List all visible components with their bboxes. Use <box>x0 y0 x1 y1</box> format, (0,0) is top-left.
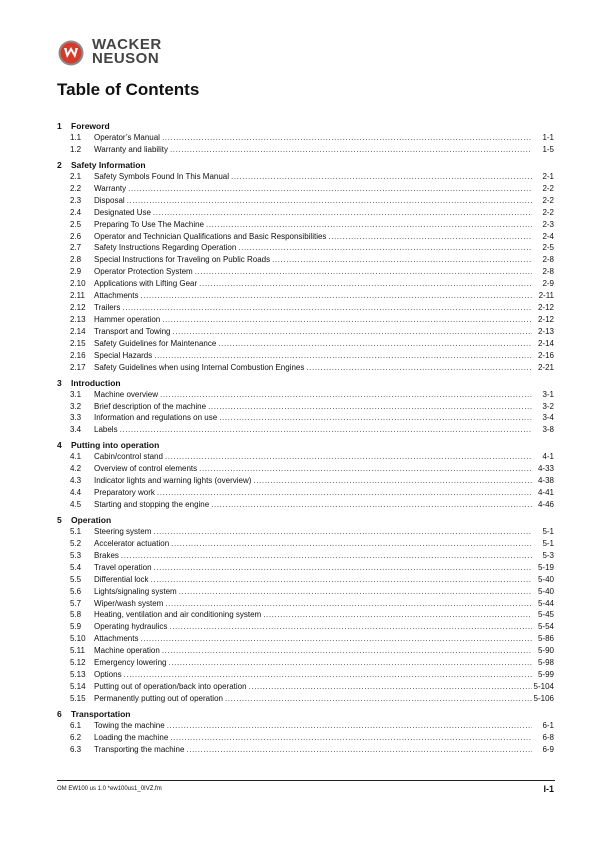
toc-entry[interactable] <box>57 550 554 562</box>
toc-entry[interactable] <box>57 401 554 413</box>
section-title: Safety Information <box>71 160 146 170</box>
entry-number: 2.7 <box>70 243 82 253</box>
entry-number: 4.5 <box>70 500 82 510</box>
dot-leader <box>154 350 532 362</box>
entry-page: 5-54 <box>537 622 554 632</box>
dot-leader <box>186 744 532 756</box>
toc-entry[interactable] <box>57 326 554 338</box>
dot-leader <box>167 720 532 732</box>
toc-section <box>57 159 554 373</box>
toc-entry[interactable] <box>57 314 554 326</box>
dot-leader <box>127 195 532 207</box>
entry-number: 5.4 <box>70 562 82 572</box>
entry-title: Brief description of the machine <box>94 401 207 411</box>
toc-entry[interactable] <box>57 231 554 243</box>
entry-title: Transport and Towing <box>94 326 171 336</box>
entry-title: Travel operation <box>94 562 152 572</box>
toc-entry[interactable] <box>57 338 554 350</box>
section-title: Introduction <box>71 377 121 388</box>
dot-leader <box>170 732 532 744</box>
dot-leader <box>151 574 532 586</box>
entry-page: 4-38 <box>537 476 554 486</box>
dot-leader <box>218 338 532 350</box>
brand-line1: WACKER <box>92 36 162 53</box>
entry-number: 6.2 <box>70 732 82 742</box>
entry-title: Cabin/control stand <box>94 452 163 462</box>
entry-page: 5-1 <box>542 539 554 549</box>
entry-page: 5-86 <box>537 634 554 644</box>
entry-number: 2.13 <box>70 314 86 324</box>
dot-leader <box>272 254 532 266</box>
dot-leader <box>219 412 532 424</box>
entry-title: Preparing To Use The Machine <box>94 219 204 229</box>
entry-title: Attachments <box>94 634 139 644</box>
entry-title: Special Hazards <box>94 350 153 360</box>
entry-page: 1-1 <box>542 133 554 142</box>
dot-leader <box>263 609 532 621</box>
entry-page: 4-33 <box>537 464 554 474</box>
footer-file-reference: OM EW100 us 1.0 *ew100us1_0IVZ.fm <box>57 786 162 792</box>
toc-entry[interactable] <box>57 574 554 586</box>
entry-title: Safety Guidelines when using Internal Combustion Engines <box>94 362 305 372</box>
entry-page: 3-1 <box>542 389 554 399</box>
dot-leader <box>162 314 532 326</box>
dot-leader <box>206 219 532 231</box>
toc-entry[interactable] <box>57 487 554 499</box>
dot-leader <box>168 657 532 669</box>
entry-page: 5-99 <box>537 670 554 679</box>
dot-leader <box>153 207 532 219</box>
toc-entry[interactable] <box>57 290 554 302</box>
entry-title: Options <box>94 670 122 679</box>
toc-entry[interactable] <box>57 732 554 744</box>
toc-entry[interactable] <box>57 183 554 195</box>
footer-divider <box>57 780 555 781</box>
entry-page: 5-90 <box>537 646 554 656</box>
dot-leader <box>199 278 532 290</box>
dot-leader <box>199 463 532 475</box>
entry-page: 5-45 <box>537 610 554 620</box>
toc-entry[interactable] <box>57 195 554 207</box>
toc-entry[interactable] <box>57 499 554 511</box>
entry-page: 5-104 <box>533 681 554 691</box>
dot-leader <box>328 231 532 243</box>
dot-leader <box>173 326 533 338</box>
dot-leader <box>231 171 532 183</box>
entry-number: 2.2 <box>70 183 82 193</box>
entry-title: Hammer operation <box>94 314 161 324</box>
toc-entry[interactable] <box>57 424 554 436</box>
toc-entry[interactable] <box>57 171 554 183</box>
entry-number: 6.3 <box>70 744 82 754</box>
entry-number: 2.16 <box>70 350 86 360</box>
toc-entry[interactable] <box>57 463 554 475</box>
entry-page: 3-8 <box>542 425 554 435</box>
entry-title: Loading the machine <box>94 732 169 742</box>
entry-page: 5-19 <box>537 562 554 572</box>
dot-leader <box>249 681 532 693</box>
entry-title: Accelerator actuation <box>94 539 170 549</box>
entry-page: 2-21 <box>537 362 554 372</box>
toc-section <box>57 120 554 156</box>
toc-entry[interactable] <box>57 693 554 705</box>
entry-number: 2.9 <box>70 267 82 277</box>
entry-number: 5.15 <box>70 693 86 703</box>
entry-number: 2.5 <box>70 219 82 229</box>
entry-number: 3.2 <box>70 401 82 411</box>
toc-entry[interactable] <box>57 389 554 401</box>
entry-title: Safety Instructions Regarding Operation <box>94 243 237 253</box>
dot-leader <box>162 132 532 144</box>
section-number: 2 <box>57 160 62 170</box>
toc-section <box>57 514 554 705</box>
entry-title: Machine operation <box>94 646 160 656</box>
entry-page: 5-106 <box>533 693 554 703</box>
toc-entry[interactable] <box>57 132 554 144</box>
dot-leader <box>140 290 532 302</box>
entry-number: 2.12 <box>70 302 86 312</box>
entry-number: 5.3 <box>70 550 82 560</box>
toc-entry[interactable] <box>57 669 554 681</box>
entry-page: 4-1 <box>542 452 554 462</box>
entry-page: 2-8 <box>542 267 554 277</box>
toc-entry[interactable] <box>57 350 554 362</box>
toc-section-heading[interactable] <box>57 708 554 720</box>
entry-number: 4.1 <box>70 452 82 462</box>
toc-entry[interactable] <box>57 645 554 657</box>
page-title: Table of Contents <box>57 80 200 99</box>
toc-section-heading[interactable] <box>57 120 554 132</box>
entry-page: 3-4 <box>542 413 554 423</box>
entry-number: 3.3 <box>70 413 82 423</box>
entry-page: 2-11 <box>538 291 554 301</box>
dot-leader <box>124 669 532 681</box>
entry-number: 2.4 <box>70 207 82 217</box>
entry-number: 2.15 <box>70 338 86 348</box>
dot-leader <box>179 586 532 598</box>
entry-page: 2-12 <box>537 314 554 324</box>
dot-leader <box>154 562 532 574</box>
entry-page: 5-40 <box>537 586 554 596</box>
entry-title: Putting out of operation/back into operation <box>94 681 247 691</box>
toc-section <box>57 708 554 756</box>
dot-leader <box>165 598 532 610</box>
entry-number: 5.8 <box>70 610 82 620</box>
toc-entry[interactable] <box>57 744 554 756</box>
entry-title: Emergency lowering <box>94 658 167 668</box>
brand-wordmark <box>92 38 162 66</box>
entry-page: 5-3 <box>542 550 554 560</box>
entry-number: 3.4 <box>70 425 82 435</box>
toc-entry[interactable] <box>57 657 554 669</box>
toc-entry[interactable] <box>57 266 554 278</box>
entry-title: Applications with Lifting Gear <box>94 279 198 289</box>
toc-section-heading[interactable] <box>57 514 554 526</box>
toc-section <box>57 439 554 511</box>
entry-title: Safety Guidelines for Maintenance <box>94 338 217 348</box>
entry-title: Brakes <box>94 550 119 560</box>
entry-number: 2.11 <box>70 291 85 301</box>
entry-title: Lights/signaling system <box>94 586 177 596</box>
entry-number: 2.10 <box>70 279 86 289</box>
toc-section <box>57 377 554 437</box>
entry-title: Differential lock <box>94 574 149 584</box>
entry-page: 2-16 <box>537 350 554 360</box>
entry-title: Towing the machine <box>94 720 165 730</box>
entry-number: 2.6 <box>70 231 82 241</box>
entry-page: 6-8 <box>542 732 554 742</box>
toc-entry[interactable] <box>57 562 554 574</box>
dot-leader <box>160 389 532 401</box>
entry-title: Labels <box>94 425 118 435</box>
entry-number: 2.1 <box>70 172 82 181</box>
footer-page-number: I-1 <box>543 784 554 794</box>
entry-title: Operating hydraulics <box>94 622 168 632</box>
dot-leader <box>171 538 532 550</box>
brand-logo <box>58 38 198 68</box>
toc-entry[interactable] <box>57 207 554 219</box>
entry-page: 2-1 <box>542 172 554 181</box>
entry-page: 2-4 <box>542 231 554 241</box>
entry-number: 5.11 <box>70 646 85 656</box>
entry-number: 5.10 <box>70 634 86 644</box>
entry-title: Indicator lights and warning lights (overview) <box>94 476 252 486</box>
dot-leader <box>238 242 532 254</box>
dot-leader <box>211 499 532 511</box>
dot-leader <box>162 645 532 657</box>
dot-leader <box>253 475 532 487</box>
entry-page: 4-41 <box>537 488 554 498</box>
entry-page: 5-44 <box>537 598 554 608</box>
entry-title: Overview of control elements <box>94 464 198 474</box>
wacker-neuson-logo-icon <box>58 40 84 66</box>
entry-title: Preparatory work <box>94 488 155 498</box>
section-title: Foreword <box>71 121 110 131</box>
toc-entry[interactable] <box>57 242 554 254</box>
entry-title: Attachments <box>94 291 139 301</box>
dot-leader <box>165 451 532 463</box>
toc-entry[interactable] <box>57 451 554 463</box>
entry-number: 5.2 <box>70 539 82 549</box>
entry-page: 1-5 <box>542 144 554 154</box>
entry-number: 4.4 <box>70 488 82 498</box>
toc-section-heading[interactable] <box>57 377 554 389</box>
entry-page: 6-1 <box>542 720 554 730</box>
entry-number: 2.8 <box>70 255 82 265</box>
dot-leader <box>225 693 532 705</box>
table-of-contents <box>57 120 554 759</box>
toc-entry[interactable] <box>57 278 554 290</box>
dot-leader <box>306 362 532 374</box>
dot-leader <box>208 401 532 413</box>
entry-page: 5-1 <box>542 527 554 537</box>
entry-title: Operator’s Manual <box>94 133 160 142</box>
entry-number: 1.2 <box>70 144 82 154</box>
entry-title: Safety Symbols Found In This Manual <box>94 172 230 181</box>
entry-title: Warranty and liability <box>94 144 168 154</box>
dot-leader <box>170 144 532 156</box>
entry-number: 4.2 <box>70 464 82 474</box>
dot-leader <box>195 266 532 278</box>
section-number: 1 <box>57 121 62 131</box>
entry-title: Starting and stopping the engine <box>94 500 210 510</box>
entry-number: 2.3 <box>70 195 82 205</box>
dot-leader <box>122 302 532 314</box>
dot-leader <box>140 633 532 645</box>
toc-entry[interactable] <box>57 254 554 266</box>
entry-number: 5.5 <box>70 574 82 584</box>
entry-title: Steering system <box>94 527 152 537</box>
toc-entry[interactable] <box>57 609 554 621</box>
toc-entry[interactable] <box>57 412 554 424</box>
entry-page: 2-13 <box>537 326 554 336</box>
toc-entry[interactable] <box>57 681 554 693</box>
entry-title: Permanently putting out of operation <box>94 693 223 703</box>
entry-page: 2-12 <box>537 302 554 312</box>
entry-page: 5-40 <box>537 574 554 584</box>
entry-number: 2.14 <box>70 326 86 336</box>
entry-title: Wiper/wash system <box>94 598 164 608</box>
entry-title: Warranty <box>94 183 127 193</box>
toc-entry[interactable] <box>57 621 554 633</box>
toc-entry[interactable] <box>57 302 554 314</box>
entry-page: 2-3 <box>542 219 554 229</box>
section-number: 3 <box>57 377 62 388</box>
entry-title: Heating, ventilation and air conditioning system <box>94 610 262 620</box>
toc-entry[interactable] <box>57 586 554 598</box>
entry-number: 3.1 <box>70 389 82 399</box>
entry-page: 2-9 <box>542 279 554 289</box>
entry-title: Machine overview <box>94 389 159 399</box>
entry-page: 2-2 <box>542 207 554 217</box>
dot-leader <box>121 550 532 562</box>
entry-page: 6-9 <box>542 744 554 754</box>
entry-title: Disposal <box>94 195 125 205</box>
toc-entry[interactable] <box>57 475 554 487</box>
entry-title: Information and regulations on use <box>94 413 218 423</box>
entry-page: 2-2 <box>542 183 554 193</box>
entry-number: 2.17 <box>70 362 86 372</box>
entry-title: Designated Use <box>94 207 151 217</box>
toc-section-heading[interactable] <box>57 159 554 171</box>
entry-title: Transporting the machine <box>94 744 185 754</box>
entry-number: 5.12 <box>70 658 86 668</box>
entry-number: 5.14 <box>70 681 86 691</box>
toc-section-heading[interactable] <box>57 439 554 451</box>
entry-page: 2-5 <box>542 243 554 253</box>
dot-leader <box>169 621 532 633</box>
section-title: Operation <box>71 515 112 526</box>
entry-title: Trailers <box>94 302 121 312</box>
section-title: Transportation <box>71 708 131 719</box>
entry-number: 1.1 <box>70 133 82 142</box>
entry-page: 4-46 <box>537 500 554 510</box>
entry-page: 2-14 <box>537 338 554 348</box>
toc-entry[interactable] <box>57 144 554 156</box>
dot-leader <box>128 183 532 195</box>
dot-leader <box>120 424 532 436</box>
entry-number: 5.1 <box>70 527 82 537</box>
entry-title: Special Instructions for Traveling on Public Roads <box>94 255 271 265</box>
toc-entry[interactable] <box>57 219 554 231</box>
section-number: 5 <box>57 515 62 526</box>
section-title: Putting into operation <box>71 440 160 451</box>
entry-page: 2-2 <box>542 195 554 205</box>
entry-page: 5-98 <box>537 658 554 668</box>
entry-title: Operator and Technician Qualifications and Basic Responsibilities <box>94 231 327 241</box>
entry-number: 5.13 <box>70 670 86 679</box>
toc-entry[interactable] <box>57 538 554 550</box>
entry-title: Operator Protection System <box>94 267 193 277</box>
toc-entry[interactable] <box>57 720 554 732</box>
toc-entry[interactable] <box>57 633 554 645</box>
entry-number: 6.1 <box>70 720 82 730</box>
section-number: 4 <box>57 440 62 451</box>
brand-line2: NEUSON <box>92 50 160 67</box>
entry-number: 5.9 <box>70 622 82 632</box>
toc-entry[interactable] <box>57 362 554 374</box>
entry-number: 5.7 <box>70 598 82 608</box>
toc-entry[interactable] <box>57 526 554 538</box>
entry-page: 3-2 <box>542 401 554 411</box>
dot-leader <box>153 526 532 538</box>
entry-number: 4.3 <box>70 476 82 486</box>
toc-entry[interactable] <box>57 598 554 610</box>
dot-leader <box>157 487 532 499</box>
entry-page: 2-8 <box>542 255 554 265</box>
entry-number: 5.6 <box>70 586 82 596</box>
section-number: 6 <box>57 708 62 719</box>
